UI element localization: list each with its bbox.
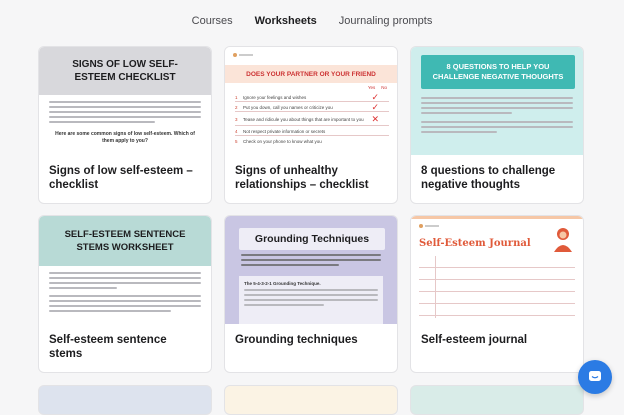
card-title: Self-esteem journal bbox=[421, 334, 528, 346]
card-title: Signs of unhealthy relationships – checklist bbox=[235, 165, 369, 191]
thumb-intro-lines bbox=[241, 254, 381, 269]
card-thumbnail bbox=[39, 216, 211, 324]
thumb-col-no: No bbox=[381, 85, 387, 90]
card-thumbnail bbox=[225, 47, 397, 155]
worksheet-card-partial[interactable] bbox=[410, 385, 584, 415]
worksheet-card-partial[interactable] bbox=[38, 385, 212, 415]
worksheet-card-sentence-stems[interactable] bbox=[38, 215, 212, 373]
thumb-row: 1 Ignore your feelings and wishes ✓ bbox=[235, 93, 389, 102]
thumb-col-yes: Yes bbox=[367, 85, 376, 90]
thumb-row: 4 Not respect private information or secrets bbox=[235, 127, 389, 136]
top-tabs bbox=[0, 13, 624, 29]
thumb-heading: Grounding Techniques bbox=[239, 228, 385, 250]
card-thumbnail bbox=[39, 47, 211, 155]
thumb-heading: DOES YOUR PARTNER OR YOUR FRIEND bbox=[225, 65, 397, 83]
journal-table bbox=[419, 256, 575, 316]
thumb-row: 3 Tease and ridicule you about things that are important to you ✕ bbox=[235, 113, 389, 126]
thumb-row: 2 Put you down, call you names or criticize you ✓ bbox=[235, 103, 389, 112]
card-title: 8 questions to challenge negative thoughts bbox=[421, 165, 556, 191]
card-thumbnail bbox=[411, 216, 583, 324]
thumb-row: 5 Check on your phone to know what you bbox=[235, 139, 322, 144]
thumb-heading: 8 QUESTIONS TO HELP YOU CHALLENGE NEGATIVE THOUGHTS bbox=[421, 55, 575, 89]
thumb-caption: Here are some common signs of low self-esteem. Which of them apply to you? bbox=[55, 131, 195, 144]
chat-bubble-icon[interactable] bbox=[578, 360, 612, 394]
brand-logo-icon bbox=[233, 53, 253, 57]
checkmark-icon: ✓ bbox=[371, 101, 379, 112]
tab-worksheets[interactable]: Worksheets bbox=[254, 15, 317, 27]
worksheet-card-partial[interactable] bbox=[224, 385, 398, 415]
worksheet-card-low-self-esteem[interactable] bbox=[38, 46, 212, 204]
card-thumbnail bbox=[411, 47, 583, 155]
chat-icon bbox=[587, 369, 603, 385]
tab-courses[interactable]: Courses bbox=[191, 15, 233, 27]
thumb-text-lines bbox=[49, 272, 201, 315]
thumb-text-lines bbox=[49, 101, 201, 126]
card-title: Signs of low self-esteem – checklist bbox=[49, 165, 193, 191]
cross-icon: ✕ bbox=[371, 113, 379, 124]
brand-logo-icon bbox=[419, 224, 439, 228]
card-title: Grounding techniques bbox=[235, 334, 358, 346]
thumb-subheading: The 5-4-3-2-1 Grounding Technique. bbox=[244, 281, 321, 286]
worksheet-card-challenge-negative-thoughts[interactable] bbox=[410, 46, 584, 204]
thumb-text-lines bbox=[421, 97, 573, 136]
tab-journaling-prompts[interactable]: Journaling prompts bbox=[338, 15, 433, 27]
checkmark-icon: ✓ bbox=[371, 91, 379, 102]
card-title: Self-esteem sentence stems bbox=[49, 334, 167, 360]
person-illustration-icon bbox=[551, 226, 575, 254]
card-thumbnail bbox=[225, 216, 397, 324]
thumb-heading: Self-Esteem Journal bbox=[419, 238, 531, 249]
thumb-heading: SELF-ESTEEM SENTENCE STEMS WORKSHEET bbox=[39, 216, 211, 266]
thumb-heading: SIGNS OF LOW SELF-ESTEEM CHECKLIST bbox=[39, 47, 211, 95]
worksheet-card-grounding-techniques[interactable] bbox=[224, 215, 398, 373]
worksheet-card-unhealthy-relationships[interactable] bbox=[224, 46, 398, 204]
worksheet-card-self-esteem-journal[interactable] bbox=[410, 215, 584, 373]
